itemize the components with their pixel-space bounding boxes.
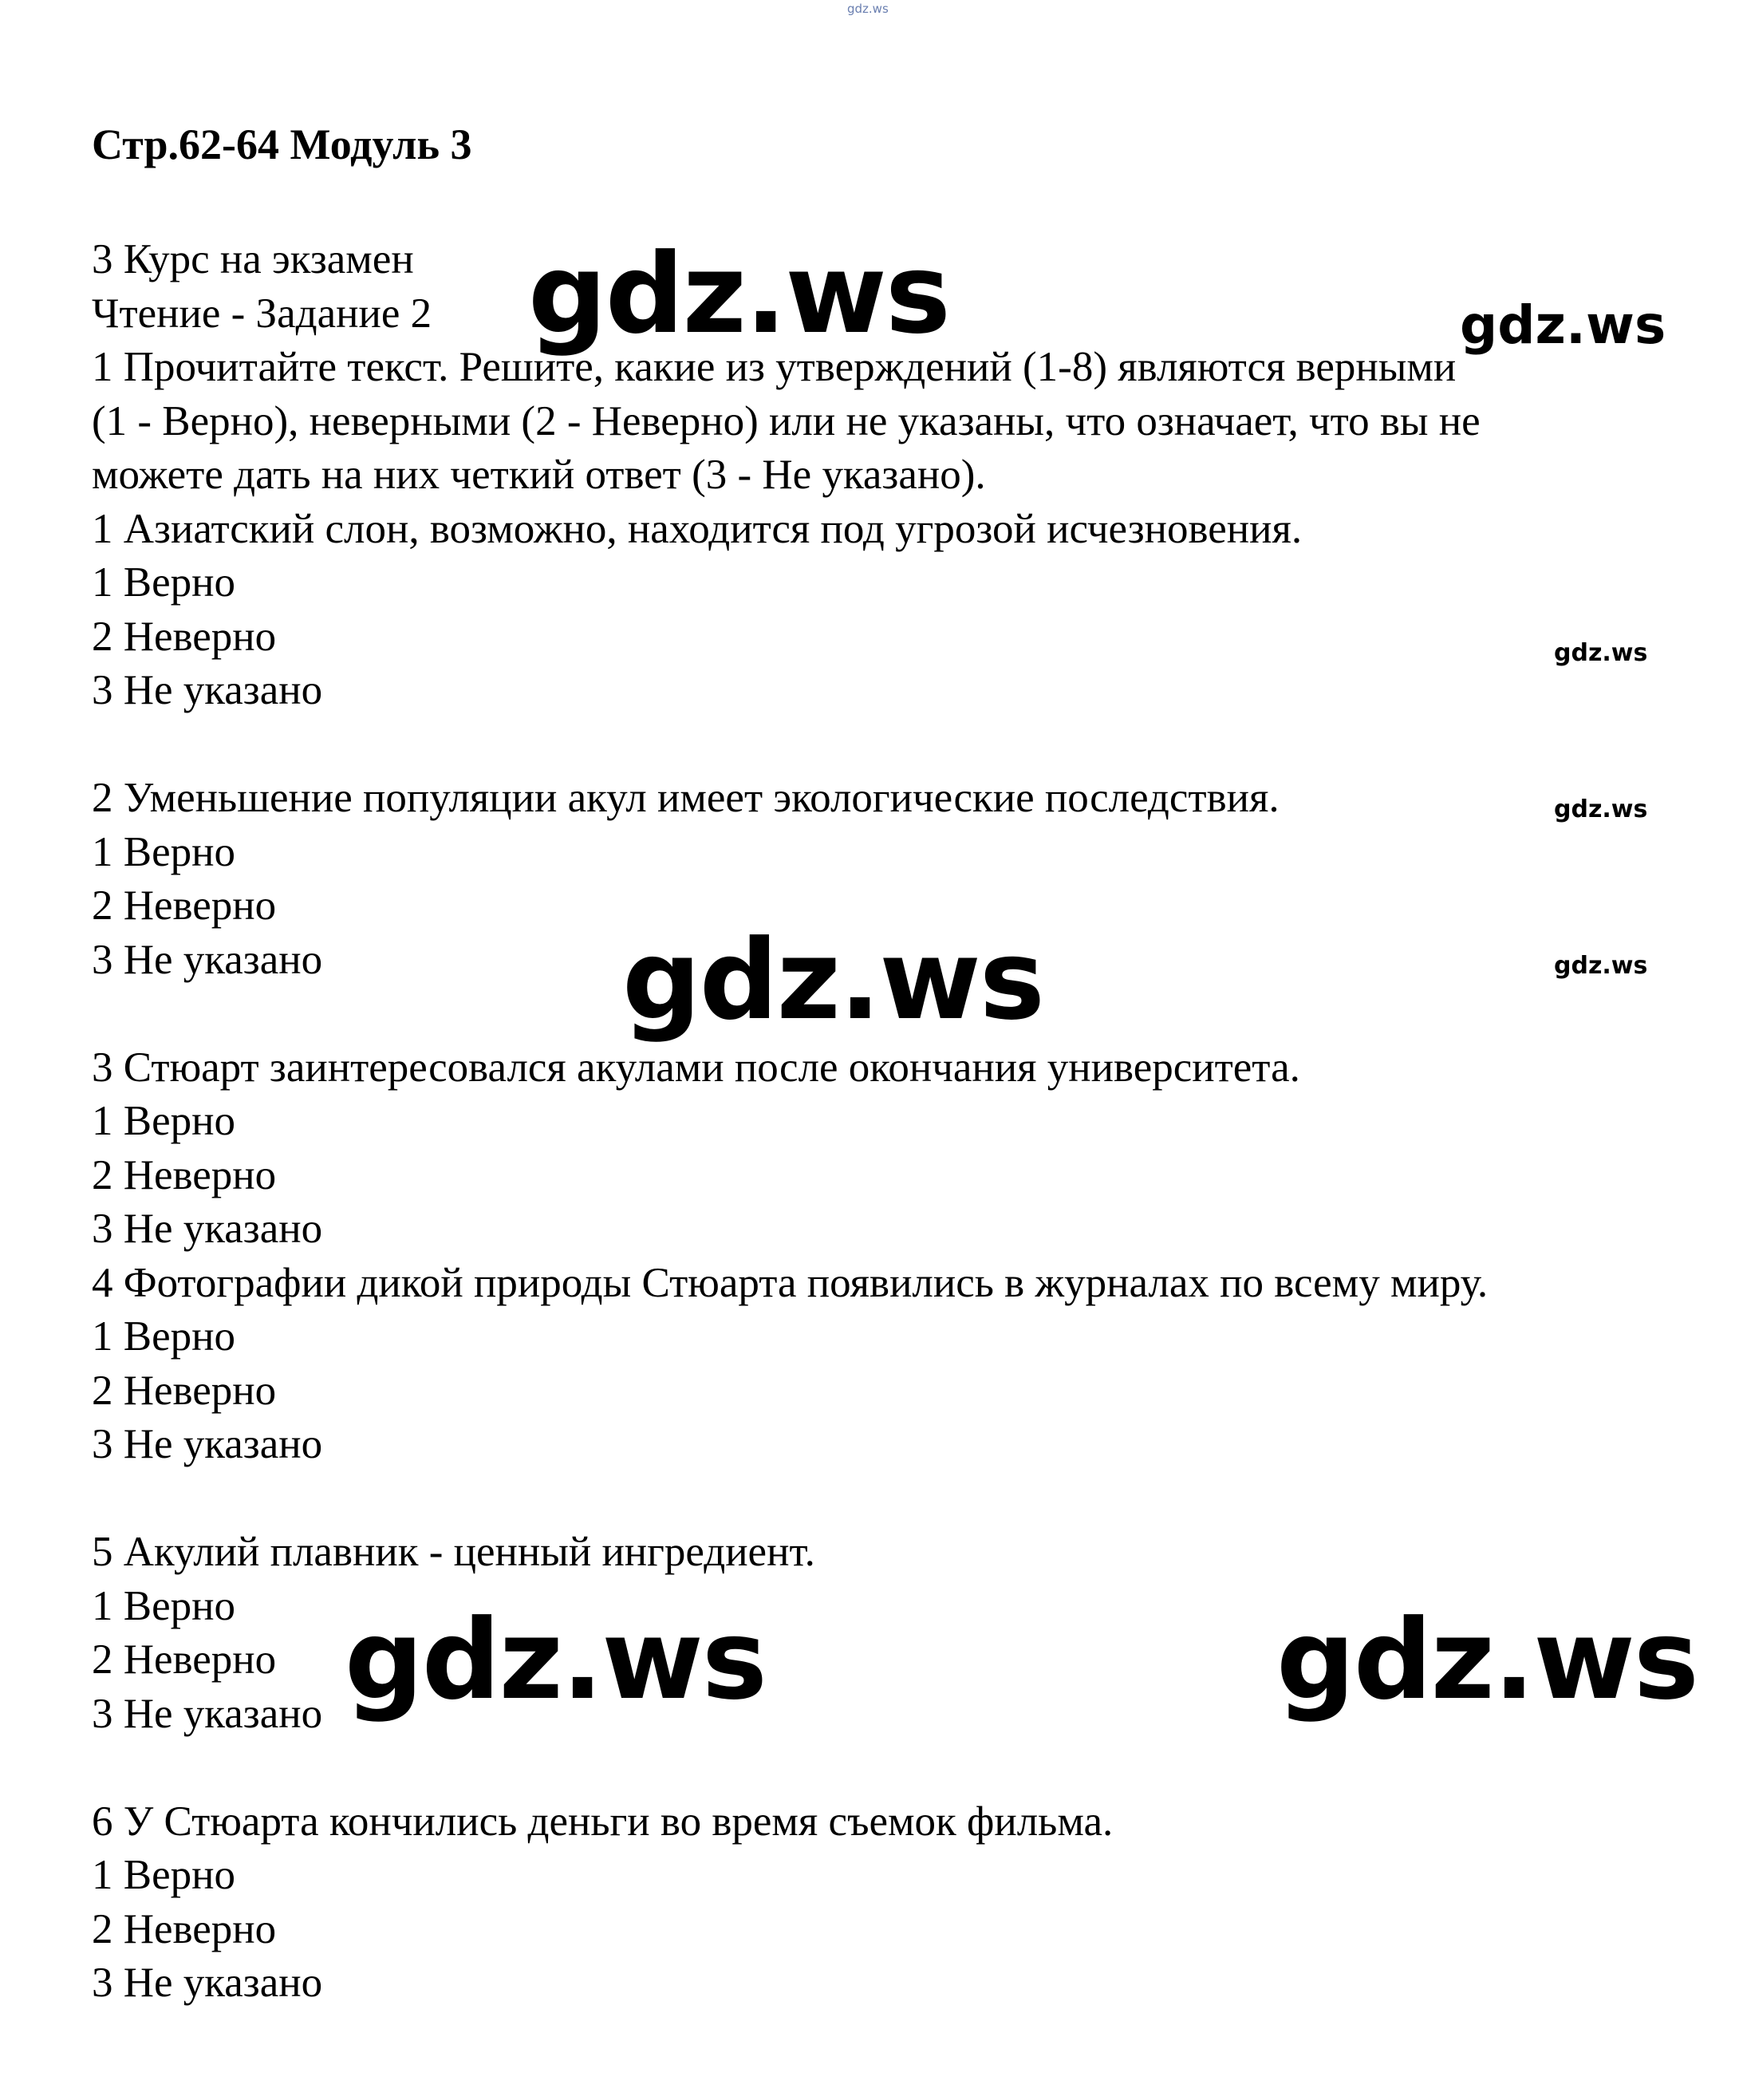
answer-option: 1 Верно — [92, 1313, 235, 1360]
watermark-large: gdz.ws — [622, 916, 1043, 1044]
watermark-small: gdz.ws — [1554, 639, 1648, 667]
instruction-line: (1 - Верно), неверными (2 - Неверно) или не указаны, что означает, что вы не — [92, 397, 1481, 444]
answer-option: 2 Неверно — [92, 613, 277, 660]
answer-option: 2 Неверно — [92, 1636, 277, 1683]
instruction-line: 1 Прочитайте текст. Решите, какие из утверждений (1-8) являются верными — [92, 344, 1457, 390]
answer-option: 3 Не указано — [92, 1421, 323, 1467]
page-title: Стр.62-64 Модуль 3 — [92, 120, 472, 168]
watermark-top: gdz.ws — [847, 2, 889, 16]
answer-option: 1 Верно — [92, 1582, 235, 1629]
instruction-line: можете дать на них четкий ответ (3 - Не указано). — [92, 452, 986, 498]
watermark-large: gdz.ws — [345, 1596, 766, 1724]
answer-option: 1 Верно — [92, 828, 235, 875]
spacer — [92, 1472, 1687, 1526]
answer-option: 3 Не указано — [92, 936, 323, 983]
answer-option: 3 Не указано — [92, 1206, 323, 1252]
watermark-medium: gdz.ws — [1460, 294, 1666, 356]
answer-option: 3 Не указано — [92, 667, 323, 713]
watermark-small: gdz.ws — [1554, 795, 1648, 823]
course-heading: 3 Курс на экзамен — [92, 236, 414, 282]
task-heading: Чтение - Задание 2 — [92, 290, 432, 337]
answer-option: 1 Верно — [92, 1852, 235, 1898]
question-statement: 5 Акулий плавник - ценный ингредиент. — [92, 1529, 815, 1575]
question-statement: 3 Стюарт заинтересовался акулами после окончания университета. — [92, 1044, 1300, 1091]
question-statement: 6 У Стюарта кончились деньги во время съемок фильма. — [92, 1798, 1114, 1845]
watermark-small: gdz.ws — [1554, 952, 1648, 980]
question-statement: 1 Азиатский слон, возможно, находится под угрозой исчезновения. — [92, 505, 1303, 552]
answer-option: 2 Неверно — [92, 882, 277, 929]
watermark-large: gdz.ws — [1276, 1596, 1698, 1724]
answer-option: 2 Неверно — [92, 1151, 277, 1198]
question-statement: 4 Фотографии дикой природы Стюарта появились в журналах по всему миру. — [92, 1259, 1489, 1306]
task-content — [92, 230, 1687, 2011]
question-statement: 2 Уменьшение популяции акул имеет экологические последствия. — [92, 775, 1280, 821]
spacer — [92, 718, 1687, 772]
answer-option: 1 Верно — [92, 1098, 235, 1144]
spacer — [92, 1741, 1687, 1795]
answer-option: 1 Верно — [92, 559, 235, 606]
answer-option: 3 Не указано — [92, 1690, 323, 1737]
answer-option: 2 Неверно — [92, 1367, 277, 1414]
watermark-large: gdz.ws — [528, 230, 949, 358]
answer-option: 2 Неверно — [92, 1905, 277, 1952]
answer-option: 3 Не указано — [92, 1960, 323, 2006]
